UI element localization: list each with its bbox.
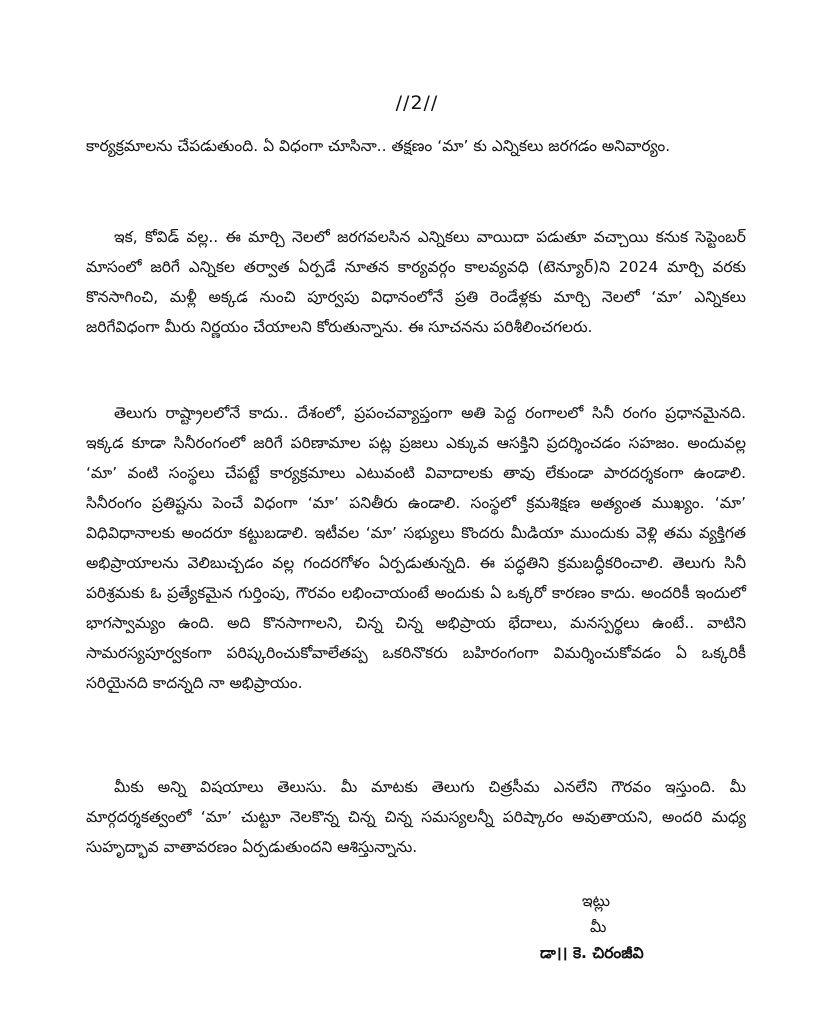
paragraph-1: కార్యక్రమాలను చేపడుతుంది. ఏ విధంగా చూసినా.. తక్షణం ‘మా’ కు ఎన్నికలు జరగడం అనివార్యం. — [86, 137, 671, 155]
signature-yours: మీ — [590, 918, 607, 936]
signature-block — [540, 888, 740, 966]
paragraph-4: మీకు అన్ని విషయాలు తెలుసు. మీ మాటకు తెలుగు చిత్రసీమ ఎనలేని గౌరవం ఇస్తుంది. మీ మార్గదర్శకత్వంలో ‘మా’ చుట్టూ నెలకొన్న చిన్న చిన్న సమస్యలన్నీ పరిష్కారం అవుతాయని, అందరి మధ్య సుహృద్భావ వాతావరణం ఏర్పడుతుందని ఆశిస్తున్నాను. — [86, 778, 746, 856]
signature-name: డా।। కె. చిరంజీవి — [540, 944, 644, 962]
page-number: //2// — [395, 92, 439, 114]
paragraph-3: తెలుగు రాష్ట్రాలలోనే కాదు.. దేశంలో, ప్రపంచవ్యాప్తంగా అతి పెద్ద రంగాలలో సినీ రంగం ప్రధానమైనది. ఇక్కడ కూడా సినీరంగంలో జరిగే పరిణామాల పట్ల ప్రజలు ఎక్కువ ఆసక్తిని ప్రదర్శించడం సహజం. అందువల్ల ‘మా’ వంటి సంస్థలు చేపట్టే కార్యక్రమాలు ఎటువంటి వివాదాలకు తావు లేకుండా పారదర్శకంగా ఉండాలి. సినీరంగం ప్రతిష్టను పెంచే విధంగా ‘మా’ పనితీరు ఉండాలి. సంస్థలో క్రమశిక్షణ అత్యంత ముఖ్యం. ‘మా’ విధివిధానాలకు అందరూ కట్టుబడాలి. ఇటీవల ‘మా’ సభ్యులు కొందరు మీడియా ముందుకు వెళ్లి తమ వ్యక్తిగత అభిప్రాయాలను వెలిబుచ్చడం వల్ల గందరగోళం ఏర్పడుతున్నది. ఈ పద్ధతిని క్రమబద్ధీకరించాలి. తెలుగు సినీ పరిశ్రమకు ఓ ప్రత్యేకమైన గుర్తింపు, గౌరవం లభించాయంటే అందుకు ఏ ఒక్కరో కారణం కాదు. అందరికీ ఇందులో భాగస్వామ్యం ఉంది. అది కొనసాగాలని, చిన్న చిన్న అభిప్రాయ భేదాలు, మనస్పర్థలు ఉంటే.. వాటిని సామరస్యపూర్వకంగా పరిష్కరించుకోవాలేతప్ప ఒకరినొకరు బహిరంగంగా విమర్శించుకోవడం ఏ ఒక్కరికీ సరియైనది కాదన్నది నా అభిప్రాయం. — [86, 404, 746, 692]
signature-closing: ఇట్లు — [582, 892, 611, 910]
paragraph-2: ఇక, కోవిడ్ వల్ల.. ఈ మార్చి నెలలో జరగవలసిన ఎన్నికలు వాయిదా పడుతూ వచ్చాయి కనుక సెప్టెంబర్ మాసంలో జరిగే ఎన్నికల తర్వాత ఏర్పడే నూతన కార్యవర్గం కాలవ్యవధి (టెన్యూర్)ని 2024 మార్చి వరకు కొనసాగించి, మళ్లీ అక్కడ నుంచి పూర్వపు విధానంలోనే ప్రతి రెండేళ్లకు మార్చి నెలలో ‘మా’ ఎన్నికలు జరిగేవిధంగా మీరు నిర్ణయం చేయాలని కోరుతున్నాను. ఈ సూచనను పరిశీలించగలరు. — [86, 228, 746, 336]
